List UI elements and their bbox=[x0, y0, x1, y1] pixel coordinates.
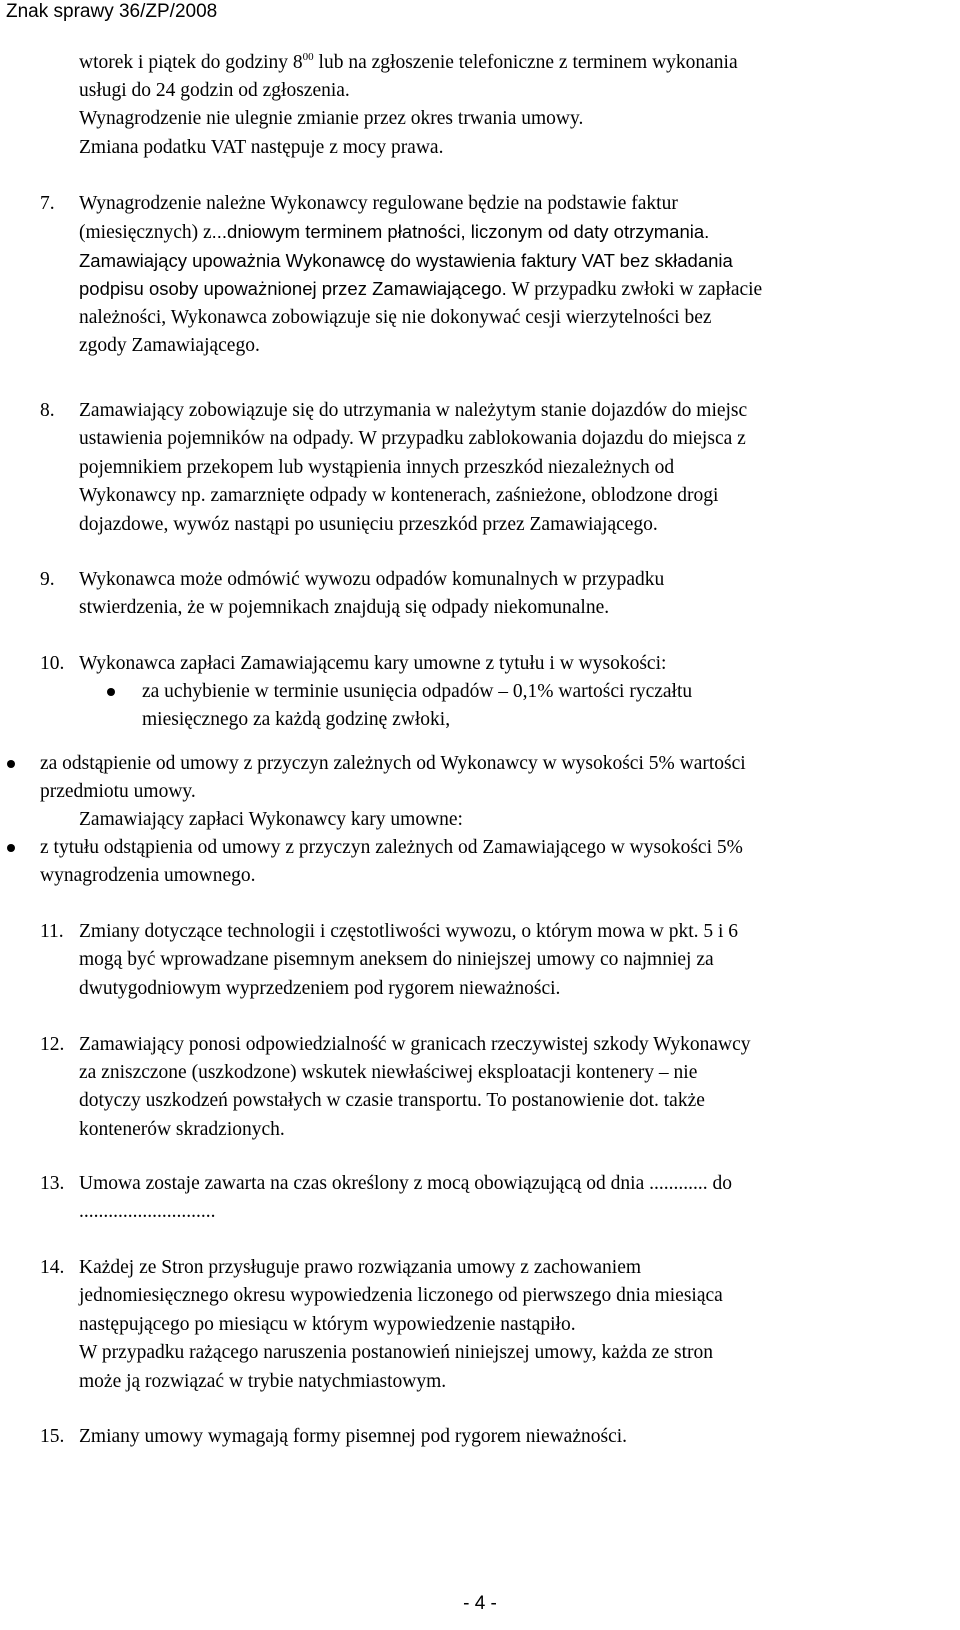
penalty-3-line-2: wynagrodzenia umownego. bbox=[40, 865, 256, 886]
clause-7-line-4 bbox=[79, 274, 762, 304]
hour-superscript: 00 bbox=[302, 51, 314, 63]
intro-line-3: Wynagrodzenie nie ulegnie zmianie przez okres trwania umowy. bbox=[79, 108, 584, 129]
clause-15-line-1: Zmiany umowy wymagają formy pisemnej pod rygorem nieważności. bbox=[79, 1426, 628, 1447]
clause-10-subheading: Zamawiający zapłaci Wykonawcy kary umowne: bbox=[79, 809, 463, 830]
clause-8-line-1: Zamawiający zobowiązuje się do utrzymania w należytym stanie dojazdów do miejsc bbox=[79, 400, 748, 421]
clause-7-line-3: Zamawiający upoważnia Wykonawcę do wystawienia faktury VAT bez składania bbox=[79, 250, 733, 271]
clause-7-number: 7. bbox=[40, 193, 55, 214]
intro-line-1 bbox=[79, 48, 738, 77]
clause-7-line-2 bbox=[79, 217, 709, 247]
clause-14-line-2: jednomiesięcznego okresu wypowiedzenia liczonego od pierwszego dnia miesiąca bbox=[79, 1285, 723, 1306]
clause-12-line-2: za zniszczone (uszkodzone) wskutek niewłaściwej eksploatacji kontenery – nie bbox=[79, 1062, 698, 1083]
clause-9-number: 9. bbox=[40, 569, 55, 590]
penalty-2-line-1: za odstąpienie od umowy z przyczyn zależnych od Wykonawcy w wysokości 5% wartości bbox=[40, 753, 746, 774]
clause-8-line-5: dojazdowe, wywóz nastąpi po usunięciu przeszkód przez Zamawiającego. bbox=[79, 514, 658, 535]
clause-14-line-3: następującego po miesiącu w którym wypowiedzenie nastąpiło. bbox=[79, 1314, 576, 1335]
clause-13-line-2: ............................ bbox=[79, 1201, 216, 1222]
clause-14-line-4: W przypadku rażącego naruszenia postanowień niniejszej umowy, każda ze stron bbox=[79, 1342, 714, 1363]
clause-8-line-2: ustawienia pojemników na odpady. W przypadku zablokowania dojazdu do miejsca z bbox=[79, 428, 746, 449]
clause-7-line-1: Wynagrodzenie należne Wykonawcy regulowane będzie na podstawie faktur bbox=[79, 193, 678, 214]
clause-12-line-3: dotyczy uszkodzeń powstałych w czasie transportu. To postanowienie dot. także bbox=[79, 1090, 705, 1111]
clause-11-line-2: mogą być wprowadzane pisemnym aneksem do niniejszej umowy co najmniej za bbox=[79, 949, 714, 970]
clause-7-line-4a: podpisu osoby upoważnionej przez Zamawiającego. bbox=[79, 278, 507, 299]
clause-7-line-5: należności, Wykonawca zobowiązuje się nie dokonywać cesji wierzytelności bez bbox=[79, 307, 712, 328]
clause-9-line-2: stwierdzenia, że w pojemnikach znajdują się odpady niekomunalne. bbox=[79, 597, 610, 618]
clause-8-line-3: pojemnikiem przekopem lub wystąpienia innych przeszkód niezależnych od bbox=[79, 457, 675, 478]
clause-7-line-4b: W przypadku zwłoki w zapłacie bbox=[506, 279, 763, 300]
clause-13-number: 13. bbox=[40, 1173, 65, 1194]
clause-8-number: 8. bbox=[40, 400, 55, 421]
clause-12-number: 12. bbox=[40, 1034, 65, 1055]
bullet-icon bbox=[7, 760, 15, 768]
intro-line-4: Zmiana podatku VAT następuje z mocy prawa. bbox=[79, 137, 444, 158]
penalty-1-line-2: miesięcznego za każdą godzinę zwłoki, bbox=[142, 709, 451, 730]
page-number: - 4 - bbox=[463, 1593, 497, 1614]
intro-line-1-rest: lub na zgłoszenie telefoniczne z terminem wykonania bbox=[313, 52, 738, 73]
penalty-1-line-1: za uchybienie w terminie usunięcia odpadów – 0,1% wartości ryczałtu bbox=[142, 681, 693, 702]
case-number-header: Znak sprawy 36/ZP/2008 bbox=[6, 1, 218, 22]
clause-10-number: 10. bbox=[40, 653, 65, 674]
clause-13-line-1: Umowa zostaje zawarta na czas określony z mocą obowiązującą od dnia ............ do bbox=[79, 1173, 733, 1194]
clause-14-number: 14. bbox=[40, 1257, 65, 1278]
clause-7-line-6: zgody Zamawiającego. bbox=[79, 335, 260, 356]
bullet-icon bbox=[107, 688, 115, 696]
clause-15-number: 15. bbox=[40, 1426, 65, 1447]
clause-8-line-4: Wykonawcy np. zamarznięte odpady w kontenerach, zaśnieżone, oblodzone drogi bbox=[79, 485, 719, 506]
clause-11-line-3: dwutygodniowym wyprzedzeniem pod rygorem nieważności. bbox=[79, 978, 561, 999]
clause-14-line-5: może ją rozwiązać w trybie natychmiastowym. bbox=[79, 1371, 447, 1392]
clause-11-line-1: Zmiany dotyczące technologii i częstotliwości wywozu, o którym mowa w pkt. 5 i 6 bbox=[79, 921, 739, 942]
penalty-2-line-2: przedmiotu umowy. bbox=[40, 781, 196, 802]
clause-12-line-1: Zamawiający ponosi odpowiedzialność w granicach rzeczywistej szkody Wykonawcy bbox=[79, 1034, 751, 1055]
clause-11-number: 11. bbox=[40, 921, 64, 942]
clause-9-line-1: Wykonawca może odmówić wywozu odpadów komunalnych w przypadku bbox=[79, 569, 665, 590]
clause-12-line-4: kontenerów skradzionych. bbox=[79, 1119, 285, 1140]
penalty-3-line-1: z tytułu odstąpienia od umowy z przyczyn zależnych od Zamawiającego w wysokości 5% bbox=[40, 837, 743, 858]
bullet-icon bbox=[7, 844, 15, 852]
clause-7-line-2b: ...dniowym terminem płatności, liczonym od daty otrzymania. bbox=[211, 221, 710, 242]
clause-10-line-1: Wykonawca zapłaci Zamawiającemu kary umowne z tytułu i w wysokości: bbox=[79, 653, 667, 674]
clause-7-line-2a: (miesięcznych) z bbox=[79, 222, 212, 243]
intro-line-1-text: wtorek i piątek do godziny 8 bbox=[79, 52, 303, 73]
clause-14-line-1: Każdej ze Stron przysługuje prawo rozwiązania umowy z zachowaniem bbox=[79, 1257, 642, 1278]
intro-line-2: usługi do 24 godzin od zgłoszenia. bbox=[79, 80, 350, 101]
